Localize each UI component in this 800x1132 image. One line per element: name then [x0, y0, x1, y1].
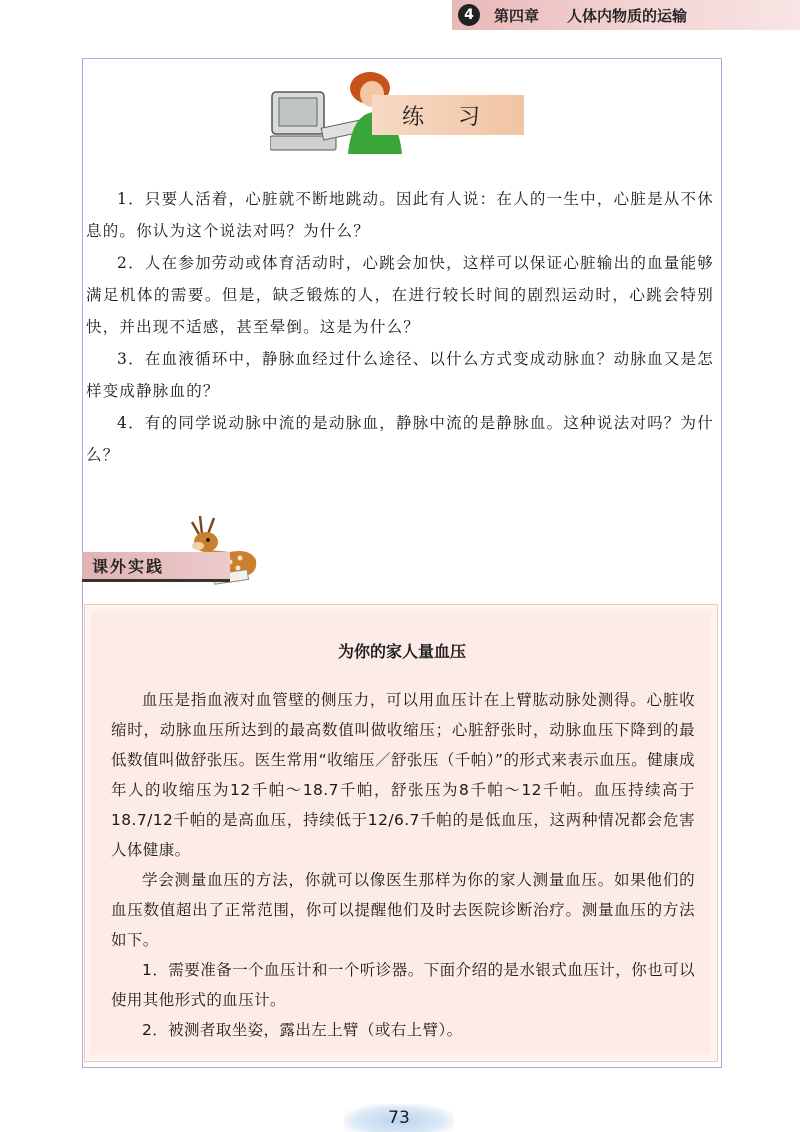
exercise-question: 1．只要人活着，心脏就不断地跳动。因此有人说：在人的一生中，心脏是从不休息的。你认为这个说法对吗？为什么？ [86, 190, 714, 240]
chapter-title: 人体内物质的运输 [567, 6, 688, 25]
exercise-question: 2．人在参加劳动或体育活动时，心跳会加快，这样可以保证心脏输出的血量能够满足机体的需要。但是，缺乏锻炼的人，在进行较长时间的剧烈运动时，心跳会特别快，并出现不适感，甚至晕倒。这是为什么？ [86, 254, 714, 336]
practice-paragraph: 1．需要准备一个血压计和一个听诊器。下面介绍的是水银式血压计，你也可以使用其他形式的血压计。 [111, 961, 695, 1009]
chapter-label: 第四章 [494, 6, 540, 25]
practice-tab-label: 课外实践 [92, 557, 165, 576]
practice-paragraph: 血压是指血液对血管壁的侧压力，可以用血压计在上臂肱动脉处测得。心脏收缩时，动脉血压所达到的最高数值叫做收缩压；心脏舒张时，动脉血压下降到的最低数值叫做舒张压。医生常用“收缩压／舒张压（千帕）”的形式来表示血压。健康成年人的收缩压为12千帕～18.7千帕，舒张压为8千帕～12千帕。血压持续高于18.7/12千帕的是高血压，持续低于12/6.7千帕的是低血压，这两种情况都会危害人体健康。 [111, 691, 695, 859]
practice-box [84, 604, 718, 1062]
exercise-heading-text: 练习 [402, 104, 515, 130]
exercise-list [86, 183, 714, 471]
practice-body [111, 685, 695, 1045]
practice-paragraph: 2．被测者取坐姿，露出左上臂（或右上臂）。 [142, 1021, 463, 1039]
chapter-header [452, 0, 800, 30]
chapter-number-badge: 4 [458, 4, 480, 26]
exercise-heading [372, 95, 524, 135]
practice-paragraph: 学会测量血压的方法，你就可以像医生那样为你的家人测量血压。如果他们的血压数值超出了正常范围，你可以提醒他们及时去医院诊断治疗。测量血压的方法如下。 [111, 871, 695, 949]
exercise-question: 3．在血液循环中，静脉血经过什么途径、以什么方式变成动脉血？动脉血又是怎样变成静脉血的？ [86, 350, 714, 400]
practice-title: 为你的家人量血压 [337, 642, 466, 661]
practice-section-tab [82, 552, 230, 582]
exercise-question: 4．有的同学说动脉中流的是动脉血，静脉中流的是静脉血。这种说法对吗？为什么？ [86, 414, 714, 464]
page-number: 73 [344, 1104, 454, 1132]
